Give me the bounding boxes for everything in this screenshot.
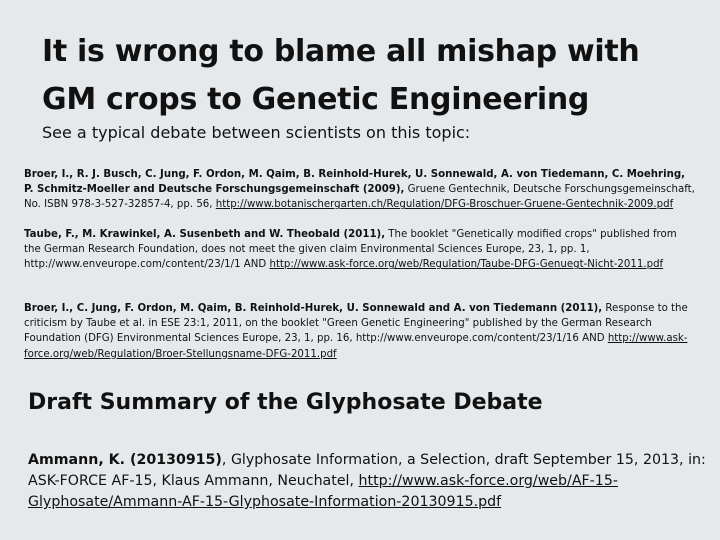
reference-authors: Taube, F., M. Krawinkel, A. Susenbeth and W. Theobald (2011), — [24, 229, 386, 240]
summary-link[interactable]: http://www.ask-force.org/web/AF-15-Glyphosate/Ammann-AF-15-Glyphosate-Information-20130915.pdf — [28, 473, 618, 510]
reference-text: Response to the criticism by Taube et al. in ESE 23:1, 2011, on the booklet "Green Genetic Engineering" published by the German Research Foundation (DFG) Environmental Sciences Europe, 23, 1, pp. 16, http://www.enveurope.com/content/23/1/16 AND — [24, 303, 688, 345]
reference-text: Gruene Gentechnik, Deutsche Forschungsgemeinschaft, No. ISBN 978-3-527-32857-4, pp. 56, — [24, 184, 695, 211]
reference-item — [24, 167, 696, 213]
title-line-2: GM crops to Genetic Engineering — [42, 82, 590, 117]
summary-citation — [28, 450, 708, 513]
reference-item — [24, 227, 696, 273]
slide-subtitle: See a typical debate between scientists on this topic: — [42, 123, 471, 142]
reference-link[interactable]: http://www.ask-force.org/web/Regulation/Taube-DFG-Genuegt-Nicht-2011.pdf — [269, 259, 664, 271]
reference-link[interactable]: http://www.ask-force.org/web/Regulation/Broer-Stellungsname-DFG-2011.pdf — [24, 333, 688, 360]
summary-text: , Glyphosate Information, a Selection, draft September 15, 2013, in: ASK-FORCE AF-15, Klaus Ammann, Neuchatel, — [28, 452, 706, 489]
reference-text: The booklet "Genetically modified crops" published from the German Research Foundation, does not meet the given claim Environmental Sciences Europe, 23, 1, pp. 1, http://www.enveurope.com/content/23/1/1 AND — [24, 229, 677, 271]
reference-authors: Broer, I., R. J. Busch, C. Jung, F. Ordon, M. Qaim, B. Reinhold-Hurek, U. Sonnewald, A. von Tiedemann, C. Moehring, P. Schmitz-Moeller and Deutsche Forschungsgemeinschaft (2009), — [24, 169, 685, 196]
reference-item — [24, 301, 696, 362]
summary-author: Ammann, K. (20130915) — [28, 452, 222, 468]
reference-link[interactable]: http://www.botanischergarten.ch/Regulation/DFG-Broschuer-Gruene-Gentechnik-2009.pdf — [215, 199, 674, 211]
slide-title — [42, 28, 702, 124]
section-heading: Draft Summary of the Glyphosate Debate — [28, 390, 543, 415]
title-line-1: It is wrong to blame all mishap with — [42, 34, 640, 69]
reference-authors: Broer, I., C. Jung, F. Ordon, M. Qaim, B. Reinhold-Hurek, U. Sonnewald and A. von Tiedemann (2011), — [24, 303, 603, 314]
